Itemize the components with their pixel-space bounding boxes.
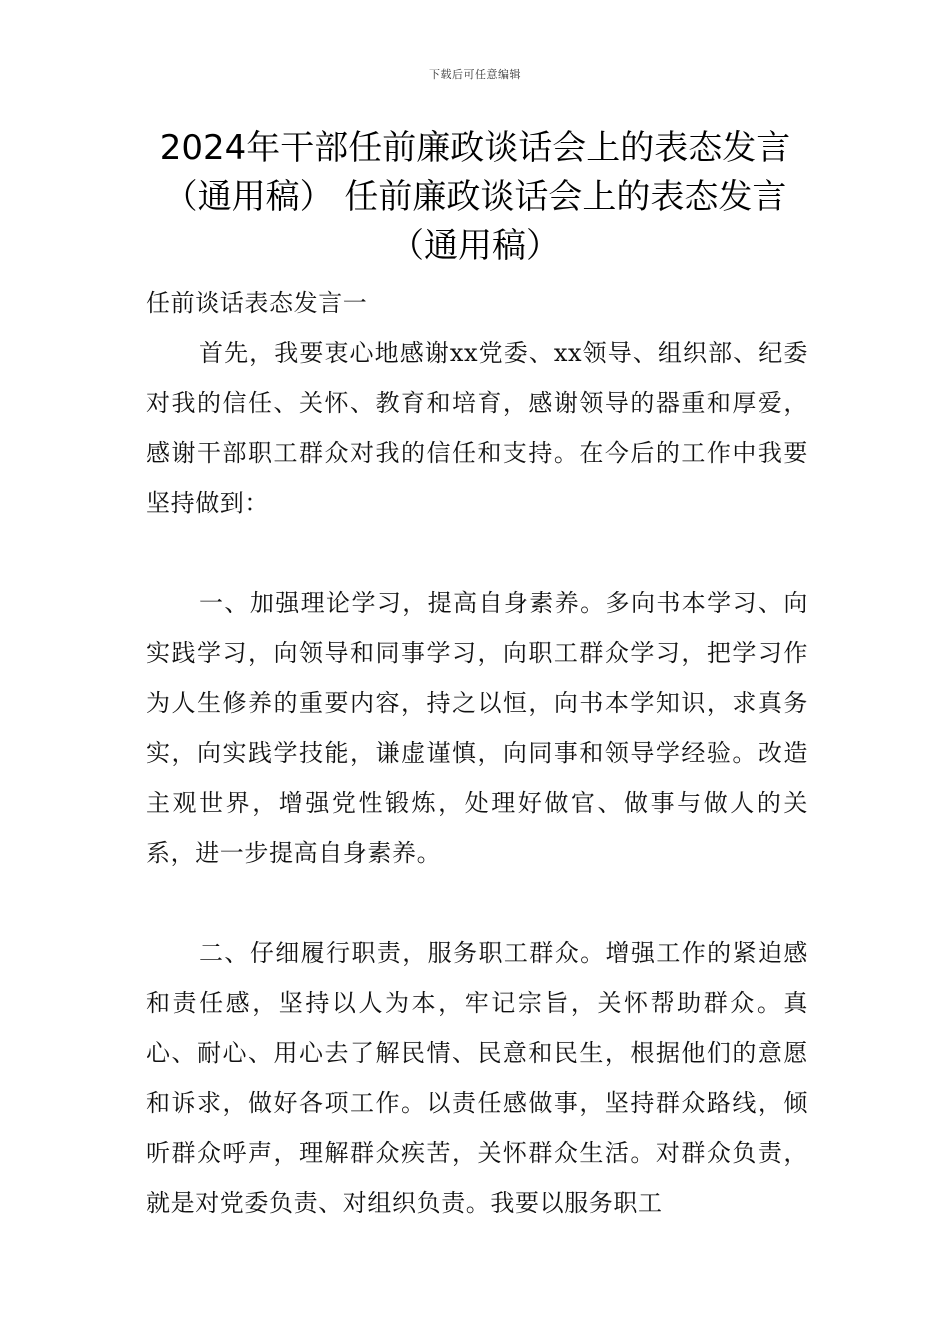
section-heading: 任前谈话表态发言一 (146, 289, 368, 317)
paragraph-spacer (146, 878, 808, 928)
document-body (146, 278, 808, 1228)
document-title (140, 124, 810, 271)
paragraph-spacer (146, 528, 808, 578)
paragraph-point-two: 二、仔细履行职责，服务职工群众。增强工作的紧迫感和责任感，坚持以人为本，牢记宗旨，关怀帮助群众。真心、耐心、用心去了解民情、民意和民生，根据他们的意愿和诉求，做好各项工作。以责任感做事，坚持群众路线，倾听群众呼声，理解群众疾苦，关怀群众生活。对群众负责，就是对党委负责、对组织负责。我要以服务职工 (146, 939, 808, 1217)
title-line-1: 2024年干部任前廉政谈话会上的表态发言 (159, 128, 791, 168)
title-line-3: （通用稿） (390, 226, 560, 266)
paragraph-intro: 首先，我要衷心地感谢xx党委、xx领导、组织部、纪委对我的信任、关怀、教育和培育，感谢领导的器重和厚爱，感谢干部职工群众对我的信任和支持。在今后的工作中我要坚持做到： (146, 339, 808, 517)
title-line-2: （通用稿） 任前廉政谈话会上的表态发言 (163, 177, 787, 217)
header-note: 下载后可任意编辑 (429, 68, 521, 81)
paragraph-point-one: 一、加强理论学习，提高自身素养。多向书本学习、向实践学习，向领导和同事学习，向职工群众学习，把学习作为人生修养的重要内容，持之以恒，向书本学知识，求真务实，向实践学技能，谦虚谨慎，向同事和领导学经验。改造主观世界，增强党性锻炼，处理好做官、做事与做人的关系，进一步提高自身素养。 (146, 589, 808, 867)
